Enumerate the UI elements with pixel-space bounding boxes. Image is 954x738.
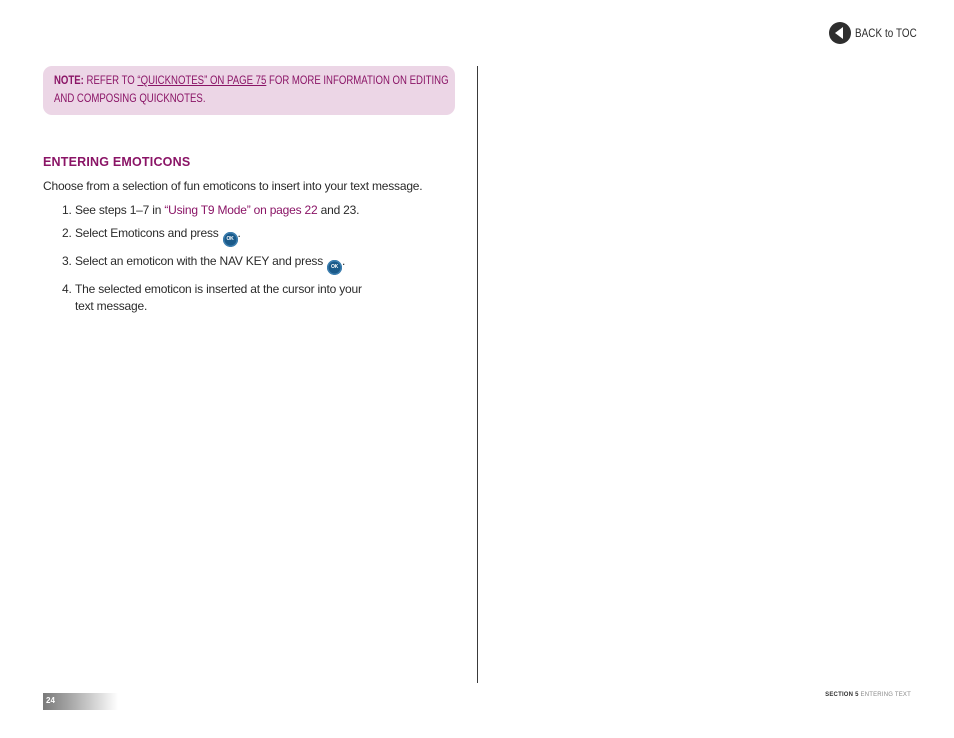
footer-section-title: [825, 692, 911, 698]
footer-section-name: ENTERING TEXT: [860, 692, 911, 698]
step-number: 2.: [62, 226, 72, 240]
ok-button-icon: OK: [223, 232, 238, 247]
step-number: 3.: [62, 254, 72, 268]
back-to-toc-label[interactable]: BACK to TOC: [855, 26, 917, 40]
step-text: Select an emoticon with the NAV KEY and press: [75, 254, 324, 268]
back-to-toc-link[interactable]: [829, 22, 930, 44]
steps-list: [62, 202, 462, 321]
section-heading: ENTERING EMOTICONS: [43, 155, 191, 169]
intro-paragraph: Choose from a selection of fun emoticons to insert into your text message.: [43, 179, 423, 193]
step-text-continued: text message.: [75, 299, 148, 313]
list-item: [62, 281, 462, 315]
using-t9-mode-link[interactable]: “Using T9 Mode” on pages 22: [164, 203, 318, 217]
page-number: 24: [46, 696, 55, 705]
list-item: [62, 202, 462, 219]
note-line-2: AND COMPOSING QUICKNOTES.: [54, 91, 206, 105]
step-number: 4.: [62, 282, 72, 296]
step-text-after: and 23.: [317, 203, 360, 217]
step-text: The selected emoticon is inserted at the cursor into your: [75, 282, 362, 296]
page-number-tab: [43, 693, 118, 710]
list-item: [62, 253, 462, 275]
step-text-after: .: [342, 254, 346, 268]
note-callout: [43, 66, 455, 115]
note-label: NOTE:: [54, 73, 84, 87]
quicknotes-link[interactable]: “QUICKNOTES” ON PAGE 75: [137, 73, 267, 87]
step-number: 1.: [62, 203, 72, 217]
list-item: [62, 225, 462, 247]
ok-button-icon: OK: [327, 260, 342, 275]
note-line-1: [54, 71, 449, 89]
step-text: Select Emoticons and press: [75, 226, 219, 240]
note-suffix: FOR MORE INFORMATION ON EDITING: [266, 73, 449, 87]
column-divider: [477, 66, 478, 683]
step-text: See steps 1–7 in: [75, 203, 165, 217]
note-prefix: REFER TO: [86, 73, 138, 87]
footer-section-label: SECTION 5: [825, 692, 859, 698]
step-text-after: .: [237, 226, 241, 240]
back-arrow-icon[interactable]: [829, 22, 851, 44]
